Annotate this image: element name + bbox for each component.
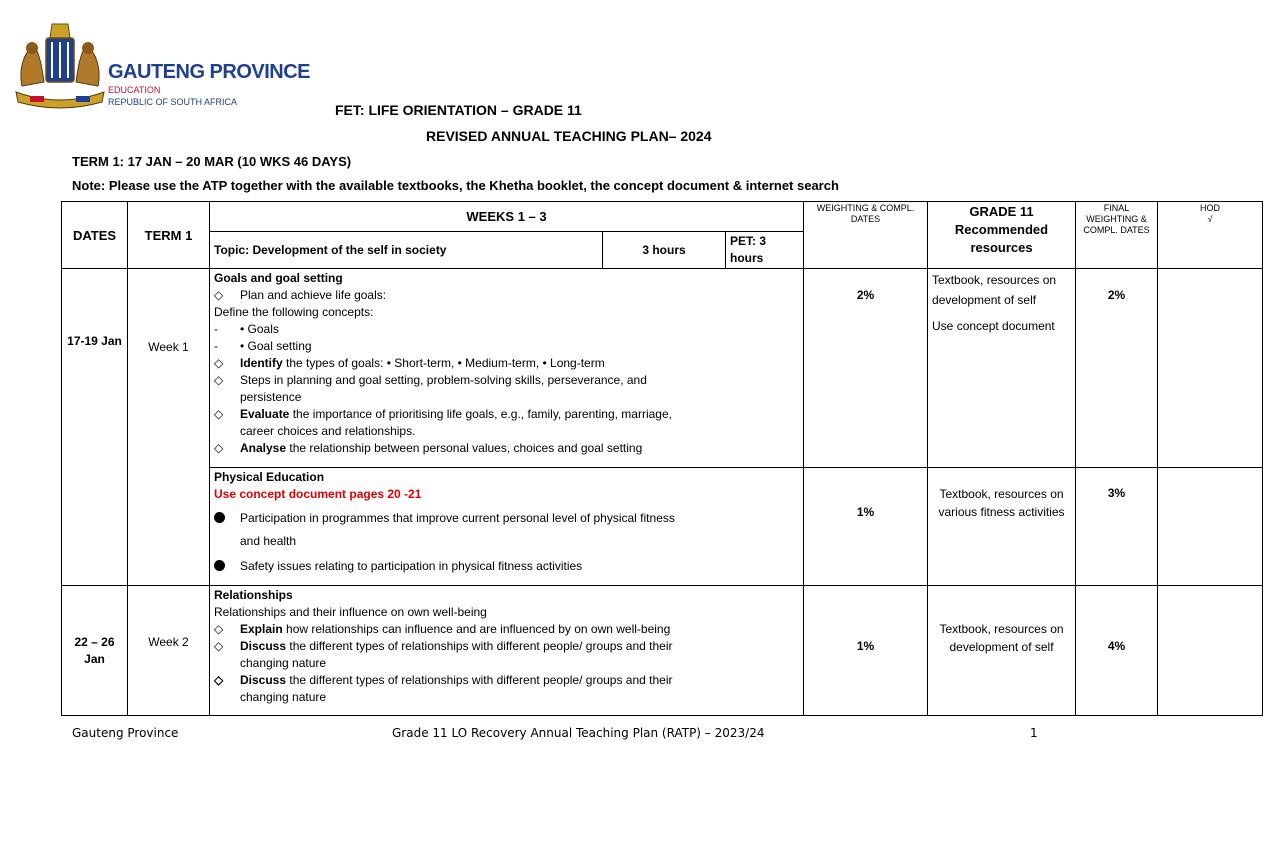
- list-item: ◇ Analyse the relationship between personal values, choices and goal setting: [214, 441, 643, 455]
- pe-title: Physical Education: [214, 470, 325, 484]
- goals-title: Goals and goal setting: [214, 271, 343, 285]
- week2-hod: [1158, 586, 1263, 716]
- gauteng-logo: [12, 16, 311, 112]
- list-item: - • Goal setting: [214, 339, 312, 353]
- round-bullet-icon: [214, 555, 240, 578]
- logo-country: REPUBLIC OF SOUTH AFRICA: [108, 97, 238, 107]
- list-item: Participation in programmes that improve current personal level of physical fitness: [214, 507, 799, 530]
- coat-of-arms-icon: [12, 16, 108, 112]
- footer-left: Gauteng Province: [72, 726, 179, 740]
- grade-header: [928, 202, 1076, 269]
- document-title: FET: LIFE ORIENTATION – GRADE 11: [335, 102, 582, 118]
- footer-center: Grade 11 LO Recovery Annual Teaching Plan (RATP) – 2023/24: [392, 726, 765, 740]
- footer-page-number: 1: [1030, 726, 1038, 740]
- hours-cell: 3 hours: [603, 232, 726, 269]
- list-item: ◇ Discuss the different types of relationships with different people/ groups and their: [214, 639, 673, 653]
- table-row-week2: [62, 586, 1263, 716]
- pe-resources: Textbook, resources on various fitness activities: [928, 468, 1076, 586]
- topic-cell: Topic: Development of the self in society: [210, 232, 603, 269]
- list-item: ◇ Explain how relationships can influence and are influenced by on own well-being: [214, 622, 671, 636]
- dash-bullet: -: [214, 322, 218, 336]
- list-item-continued: changing nature: [240, 656, 327, 670]
- week2-weighting: 1%: [804, 586, 928, 716]
- logo-department: EDUCATION: [108, 85, 161, 95]
- table-row-week1: [62, 269, 1263, 468]
- week1-final-weighting: 2%: [1076, 269, 1158, 468]
- week1-resources-concept: Use concept document: [932, 319, 1055, 333]
- hod-header: [1158, 202, 1263, 269]
- dates-header: DATES: [62, 202, 128, 269]
- list-item: ◇ Identify the types of goals: • Short-term, • Medium-term, • Long-term: [214, 356, 605, 370]
- week1-weighting: 2%: [804, 269, 928, 468]
- document-subtitle: REVISED ANNUAL TEACHING PLAN– 2024: [426, 128, 712, 144]
- relationships-subtitle: Relationships and their influence on own well-being: [214, 605, 487, 619]
- teaching-plan-table: [61, 201, 1263, 716]
- table-header-row: [62, 202, 1263, 232]
- week2-dates: 22 – 26 Jan: [62, 586, 128, 716]
- weighting-header: WEIGHTING & COMPL. DATES: [804, 202, 928, 269]
- define-line: Define the following concepts:: [214, 305, 374, 319]
- pet-cell: PET: 3 hours: [726, 232, 804, 269]
- hod-check: √: [1207, 214, 1213, 224]
- list-item: Safety issues relating to participation in physical fitness activities: [214, 555, 799, 578]
- list-item: ◇ Evaluate the importance of prioritising life goals, e.g., family, parenting, marriage,: [214, 407, 672, 421]
- pe-final-weighting: 3%: [1076, 468, 1158, 586]
- week1-hod: [1158, 269, 1263, 468]
- week2-label: Week 2: [128, 586, 210, 716]
- diamond-bullet-icon: ◇: [214, 639, 224, 653]
- list-item: - • Goals: [214, 322, 279, 336]
- list-item: ◇ Steps in planning and goal setting, problem-solving skills, perseverance, and: [214, 373, 647, 387]
- pe-hod: [1158, 468, 1263, 586]
- weeks-header: WEEKS 1 – 3: [210, 202, 804, 232]
- diamond-bullet-icon: ◇: [214, 673, 224, 687]
- relationships-title: Relationships: [214, 588, 293, 602]
- diamond-bullet-icon: ◇: [214, 441, 224, 455]
- hod-label: HOD: [1200, 203, 1221, 213]
- pe-content: [210, 468, 804, 586]
- list-item-continued: career choices and relationships.: [240, 424, 416, 438]
- diamond-bullet-icon: ◇: [214, 622, 224, 636]
- list-item-continued: changing nature: [240, 690, 327, 704]
- list-item-continued: and health: [240, 534, 297, 548]
- list-item: ◇ Discuss the different types of relationships with different people/ groups and their: [214, 673, 673, 687]
- diamond-bullet-icon: ◇: [214, 356, 224, 370]
- list-item: ◇ Plan and achieve life goals:: [214, 288, 387, 302]
- week2-final-weighting: 4%: [1076, 586, 1158, 716]
- diamond-bullet-icon: ◇: [214, 373, 224, 387]
- pe-weighting: 1%: [804, 468, 928, 586]
- usage-note: Note: Please use the ATP together with the available textbooks, the Khetha booklet, the concept document & internet search: [72, 178, 839, 193]
- week2-content: [210, 586, 804, 716]
- dash-bullet: -: [214, 339, 218, 353]
- term-header: TERM 1: [128, 202, 210, 269]
- diamond-bullet-icon: ◇: [214, 407, 224, 421]
- week2-resources: Textbook, resources on development of self: [928, 586, 1076, 716]
- table-row-physical-education: [62, 468, 1263, 586]
- week1-resources: [928, 269, 1076, 468]
- recommended-resources-label: Recommended resources: [954, 222, 1049, 255]
- week1-resources-text: Textbook, resources on development of self: [932, 273, 1057, 307]
- round-bullet-icon: [214, 507, 240, 530]
- week1-dates: 17-19 Jan: [62, 269, 128, 586]
- list-item-continued: persistence: [240, 390, 302, 404]
- term-heading: TERM 1: 17 JAN – 20 MAR (10 WKS 46 DAYS): [72, 154, 352, 169]
- week1-content: [210, 269, 804, 468]
- final-weighting-header: FINAL WEIGHTING & COMPL. DATES: [1076, 202, 1158, 269]
- pe-concept-note: Use concept document pages 20 -21: [214, 487, 422, 501]
- grade-label: GRADE 11: [969, 204, 1034, 219]
- week1-label: Week 1: [128, 269, 210, 586]
- diamond-bullet-icon: ◇: [214, 288, 224, 302]
- logo-province-name: GAUTENG PROVINCE: [108, 61, 311, 83]
